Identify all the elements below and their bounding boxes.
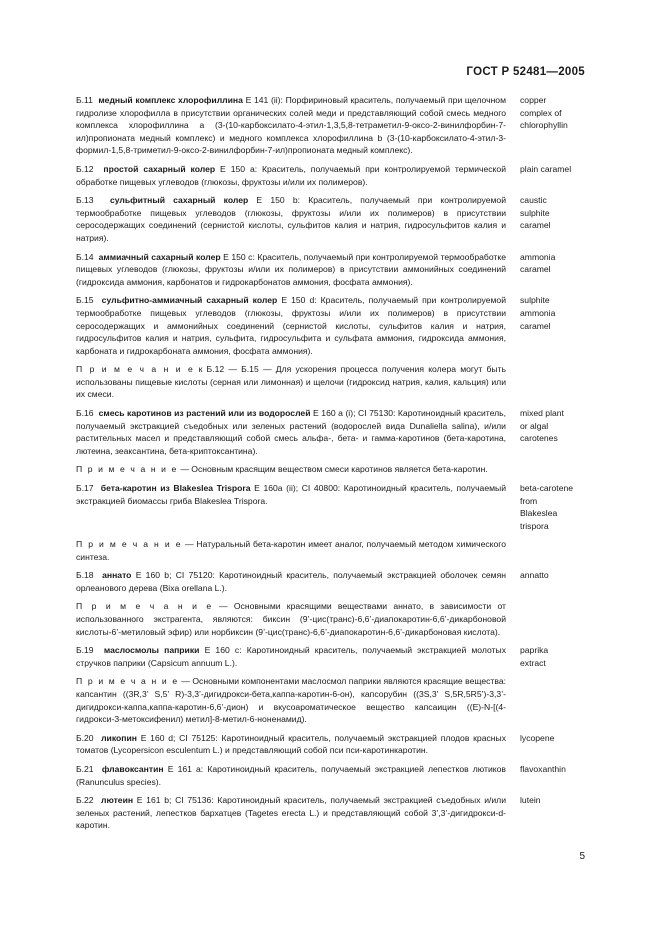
entry-body: Е 150 a: Краситель, получаемый при контролируемой термической обработке пищевых углеводов (глюкозы, фруктозы и/или их полимеров). — [76, 163, 506, 187]
entry-b21 — [76, 763, 591, 788]
entry-name: лютеин — [101, 795, 134, 806]
entry-name: простой сахарный колер — [103, 163, 216, 174]
entry-b18 — [76, 569, 591, 594]
entry-number: Б.17 — [76, 483, 94, 494]
note-label: П р и м е ч а н и е — [76, 464, 178, 475]
entry-body: Е 160 b; CI 75120: Каротиноидный краситель, получаемый экстракцией оболочек семян орлеанового дерева (Bixa orellana L.). — [76, 570, 506, 593]
entry-number: Б.21 — [76, 763, 94, 774]
entry-body: Е 160 a (i); CI 75130: Каротиноидный краситель, получаемый экстракцией съедобных или зеленых растений (водорослей вида Dunaliella salina), и/или растительных масел и представляющий собой смесь альфа-, бета- и гамма-каротинов (бета-каротина, лютеина, зеаксантина, бета-криптоксантина). — [76, 408, 507, 456]
note-b12-b15 — [76, 363, 591, 401]
entry-number: Б.14 — [76, 251, 94, 262]
entry-b13 — [76, 194, 591, 244]
note-b16 — [76, 463, 591, 476]
entry-b22 — [76, 794, 591, 832]
entry-name: сульфитный сахарный колер — [109, 195, 249, 206]
entry-body: Е 160 c: Каротиноидный краситель, получаемый экстракцией молотых стручков паприки (Capsicum annuum L.). — [76, 645, 507, 668]
entry-name: смесь каротинов из растений или из водорослей — [98, 408, 311, 419]
entry-b19 — [76, 644, 591, 669]
note-label: П р и м е ч а н и е — [76, 539, 183, 550]
entry-number: Б.20 — [76, 732, 94, 743]
entry-body: Е 160 d; CI 75125: Каротиноидный краситель, получаемый экстракцией плодов красных томатов (Lycopersicon esculentum L.) и представляющий собой пси пси-каротинкаротин. — [76, 732, 506, 756]
entry-body: Е 160a (ii); CI 40800: Каротиноидный краситель, получаемый экстракцией биомассы гриба Blakeslea Trispora. — [76, 483, 506, 506]
entry-b17 — [76, 482, 591, 532]
entry-name: аннато — [102, 570, 132, 581]
entry-body: Е 161 b; CI 75136: Каротиноидный краситель, получаемый экстракцией съедобных и/или зеленых растений, лепестков бархатцев (Tagetes erecta L.) и представляющий собой 3’,3’-дигидрокси-d-каротин. — [76, 795, 506, 831]
entry-b16 — [76, 407, 591, 457]
note-label: П р и м е ч а н и е — [76, 676, 179, 687]
entry-number: Б.13 — [76, 195, 94, 206]
entry-english-term: annatto — [520, 570, 549, 581]
note-text: к Б.12 — Б.15 — Для ускорения процесса получения колера могут быть использованы пищевые кислоты (серная или лимонная) и щелочи (гидроксид натрия, калия, кальция) или их смеси. — [76, 364, 506, 400]
entry-body: Е 150 d: Краситель, получаемый при контролируемой термообработке пищевых углеводов (глюкозы, фруктозы и/или их полимеров) в присутствии серосодержащих и аммонийных соединений (сернистой кислоты, сульфитов калия и натрия, гидросульфитов калия и натрия, сульфита, гидросульфита и сульфата аммония, гидроксида аммония, карбоната и гидрокарбоната аммония, фосфата аммония). — [76, 295, 507, 356]
entry-number: Б.22 — [76, 795, 94, 806]
note-text: — Основными компонентами маслосмол паприки являются красящие вещества: капсантин ((3R,3’ S,5’ R)-3,3’-дигидрокси-бета,каппа-каротин-6-он), капсорубин ((3S,3’ S,5R,5R5’)-3,3’-дигидрокси-каппа,каппа-каротин-6,6’-дион) и вкусоароматическое вещество капсаицин ((E)-N-[(4-гидрокси-3-метоксифенил) метил]-8-метил-6-ноненамид). — [76, 676, 507, 725]
entry-name: медный комплекс хлорофиллина — [98, 95, 243, 105]
entry-body: Е 150 b: Краситель, получаемый при контролируемой термообработке пищевых углеводов (глюкозы, фруктозы и/или их полимеров) в присутствии серосодержащих соединений (сернистой кислоты, сульфитов калия и натрия, гидросульфитов калия и натрия). — [76, 195, 506, 243]
entry-english-term: flavoxanthin — [520, 763, 566, 774]
entry-english-term: sulphite ammonia caramel — [520, 295, 556, 331]
entry-english-term: lycopene — [520, 732, 555, 743]
note-text: — Основными красящими веществами аннато, в зависимости от использованного экстрагента, являются: биксин (9’-цис(транс)-6,6’-диапокаротин-6,6’-дикарбоновой кислоты-6’-метиловый эфир) или норбиксин (9’-цис(транс)-6,6’-диапокаротин-6,6’-дикарбоновая кислота). — [76, 601, 506, 637]
entry-english-term: lutein — [520, 795, 541, 806]
entry-number: Б.16 — [76, 408, 94, 419]
entry-b15 — [76, 294, 591, 357]
note-b18 — [76, 600, 591, 638]
note-label: П р и м е ч а н и е — [76, 601, 213, 612]
note-text: — Натуральный бета-каротин имеет аналог, получаемый методом химического синтеза. — [76, 539, 507, 562]
note-label: П р и м е ч а н и е — [76, 364, 195, 375]
page-number: 5 — [579, 851, 585, 862]
entry-body: Е 141 (ii): Порфириновый краситель, получаемый при щелочном гидролизе хлорофилла в присутствии органических солей меди и представляющий собой смесь медного комплекса хлорофиллина a (3-(10-карбоксилато-4-этил-1,3,5,8-тетраметил-9-оксо-2-винилфорбин-7-ил)пропионата медный комплекс) и медного комплекса хлорофиллина b (3-(10-карбоксилато-4-этил-3-формил-1,5,8-триметил-9-оксо-2-винилфорбин-7-ил)пропионата медный комплекс). — [76, 95, 506, 156]
entry-english-term: plain caramel — [520, 163, 572, 174]
note-b19 — [76, 675, 591, 725]
entry-name: бета-каротин из Blakeslea Trispora — [100, 483, 251, 494]
entry-english-term: copper complex of chlorophyllin — [520, 95, 568, 131]
entry-b14 — [76, 251, 591, 289]
entry-english-term: beta-carotene from Blakeslea trispora — [520, 483, 574, 531]
document-header: ГОСТ Р 52481—2005 — [466, 66, 585, 78]
entry-number: Б.11 — [76, 95, 93, 105]
entry-english-term: ammonia caramel — [520, 251, 556, 275]
entries-list — [76, 94, 591, 838]
entry-number: Б.15 — [76, 295, 94, 306]
entry-name: маслосмолы паприки — [103, 645, 200, 656]
entry-body: Е 150 c: Краситель, получаемый при контролируемой термообработке пищевых углеводов (глюкозы, фруктозы и/или их полимеров) в присутствии аммонийных соединений (гидроксида аммония, карбонатов и гидрокарбонатов аммония, фосфата аммония). — [76, 251, 506, 287]
entry-name: ликопин — [101, 732, 137, 743]
entry-b11 — [76, 94, 591, 157]
entry-b20 — [76, 732, 591, 757]
entry-name: сульфитно-аммиачный сахарный колер — [101, 295, 278, 306]
entry-english-term: caustic sulphite caramel — [520, 195, 551, 231]
note-b17 — [76, 538, 591, 563]
entry-name: флавоксантин — [101, 763, 164, 774]
entry-number: Б.12 — [76, 163, 94, 174]
entry-english-term: paprika extract — [520, 645, 549, 668]
entry-number: Б.19 — [76, 645, 94, 656]
entry-name: аммиачный сахарный колер — [98, 251, 221, 262]
entry-b12 — [76, 163, 591, 188]
entry-number: Б.18 — [76, 570, 94, 581]
note-text: — Основным красящим веществом смеси каротинов является бета-каротин. — [180, 464, 488, 475]
entry-body: Е 161 a: Каротиноидный краситель, получаемый экстракцией лепестков лютиков (Ranunculus species). — [76, 763, 506, 787]
entry-english-term: mixed plant or algal carotenes — [520, 408, 564, 444]
